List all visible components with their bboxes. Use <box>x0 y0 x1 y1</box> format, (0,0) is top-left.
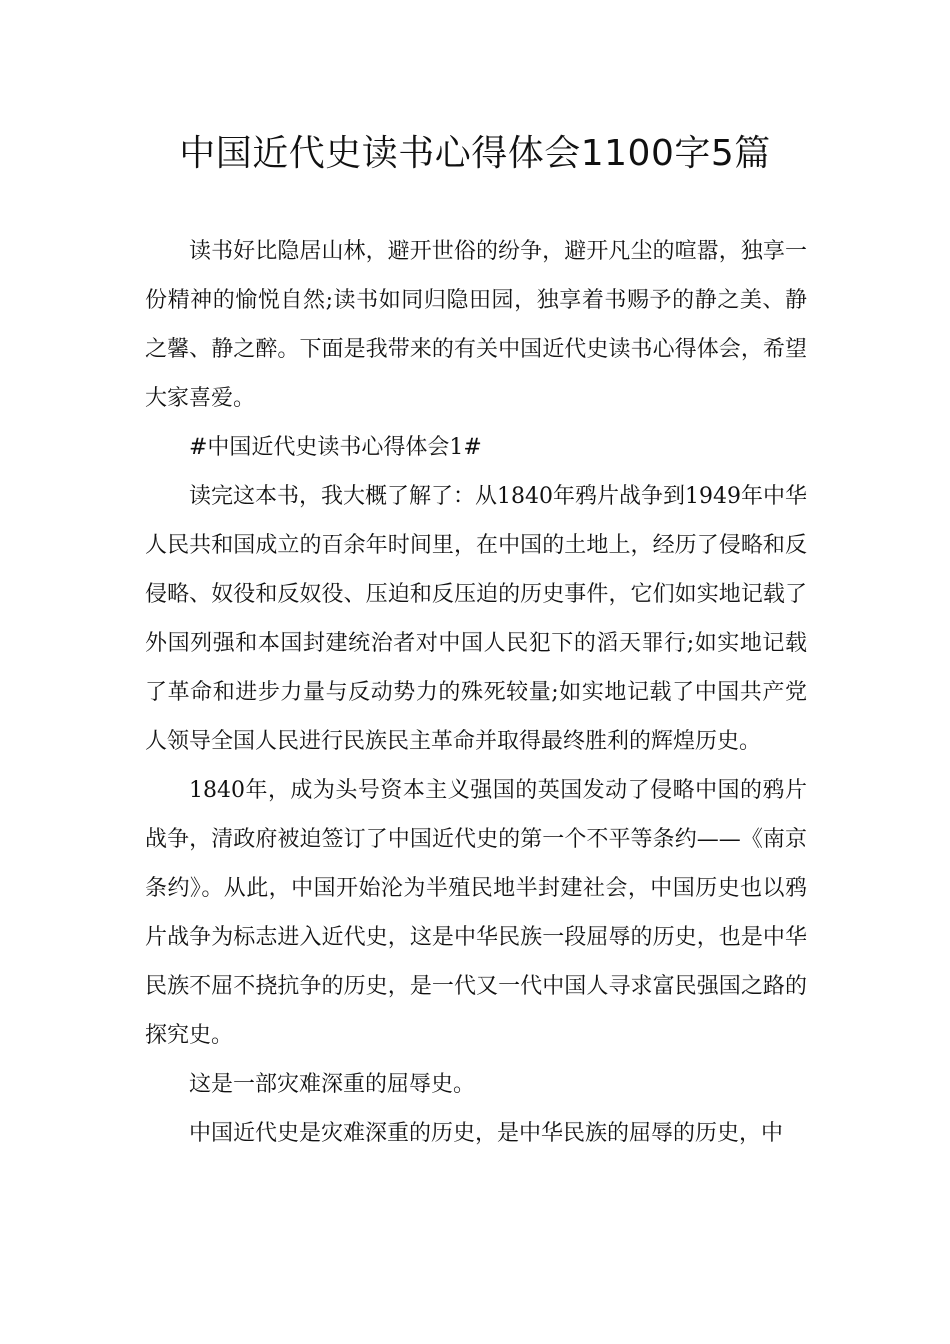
paragraph-intro: 读书好比隐居山林，避开世俗的纷争，避开凡尘的喧嚣，独享一份精神的愉悦自然;读书如同归隐田园，独享着书赐予的静之美、静之馨、静之醉。下面是我带来的有关中国近代史读书心得体会，希望大家喜爱。 <box>145 239 807 411</box>
paragraph-section-heading: #中国近代史读书心得体会1# <box>189 435 482 460</box>
document-title: 中国近代史读书心得体会1100字5篇 <box>179 133 771 174</box>
paragraph-modern-history: 中国近代史是灾难深重的历史，是中华民族的屈辱的历史，中 <box>189 1121 784 1146</box>
document-body <box>145 227 807 1158</box>
paragraph-humiliation: 这是一部灾难深重的屈辱史。 <box>189 1072 476 1097</box>
paragraph-opium-war: 1840年，成为头号资本主义强国的英国发动了侵略中国的鸦片战争，清政府被迫签订了中国近代史的第一个不平等条约——《南京条约》。从此，中国开始沦为半殖民地半封建社会，中国历史也以鸦片战争为标志进入近代史，这是中华民族一段屈辱的历史，也是中华民族不屈不挠抗争的历史，是一代又一代中国人寻求富民强国之路的探究史。 <box>145 778 807 1048</box>
paragraph-reading-summary: 读完这本书，我大概了解了：从1840年鸦片战争到1949年中华人民共和国成立的百余年时间里，在中国的土地上，经历了侵略和反侵略、奴役和反奴役、压迫和反压迫的历史事件，它们如实地记载了外国列强和本国封建统治者对中国人民犯下的滔天罪行;如实地记载了革命和进步力量与反动势力的殊死较量;如实地记载了中国共产党人领导全国人民进行民族民主革命并取得最终胜利的辉煌历史。 <box>145 484 807 754</box>
